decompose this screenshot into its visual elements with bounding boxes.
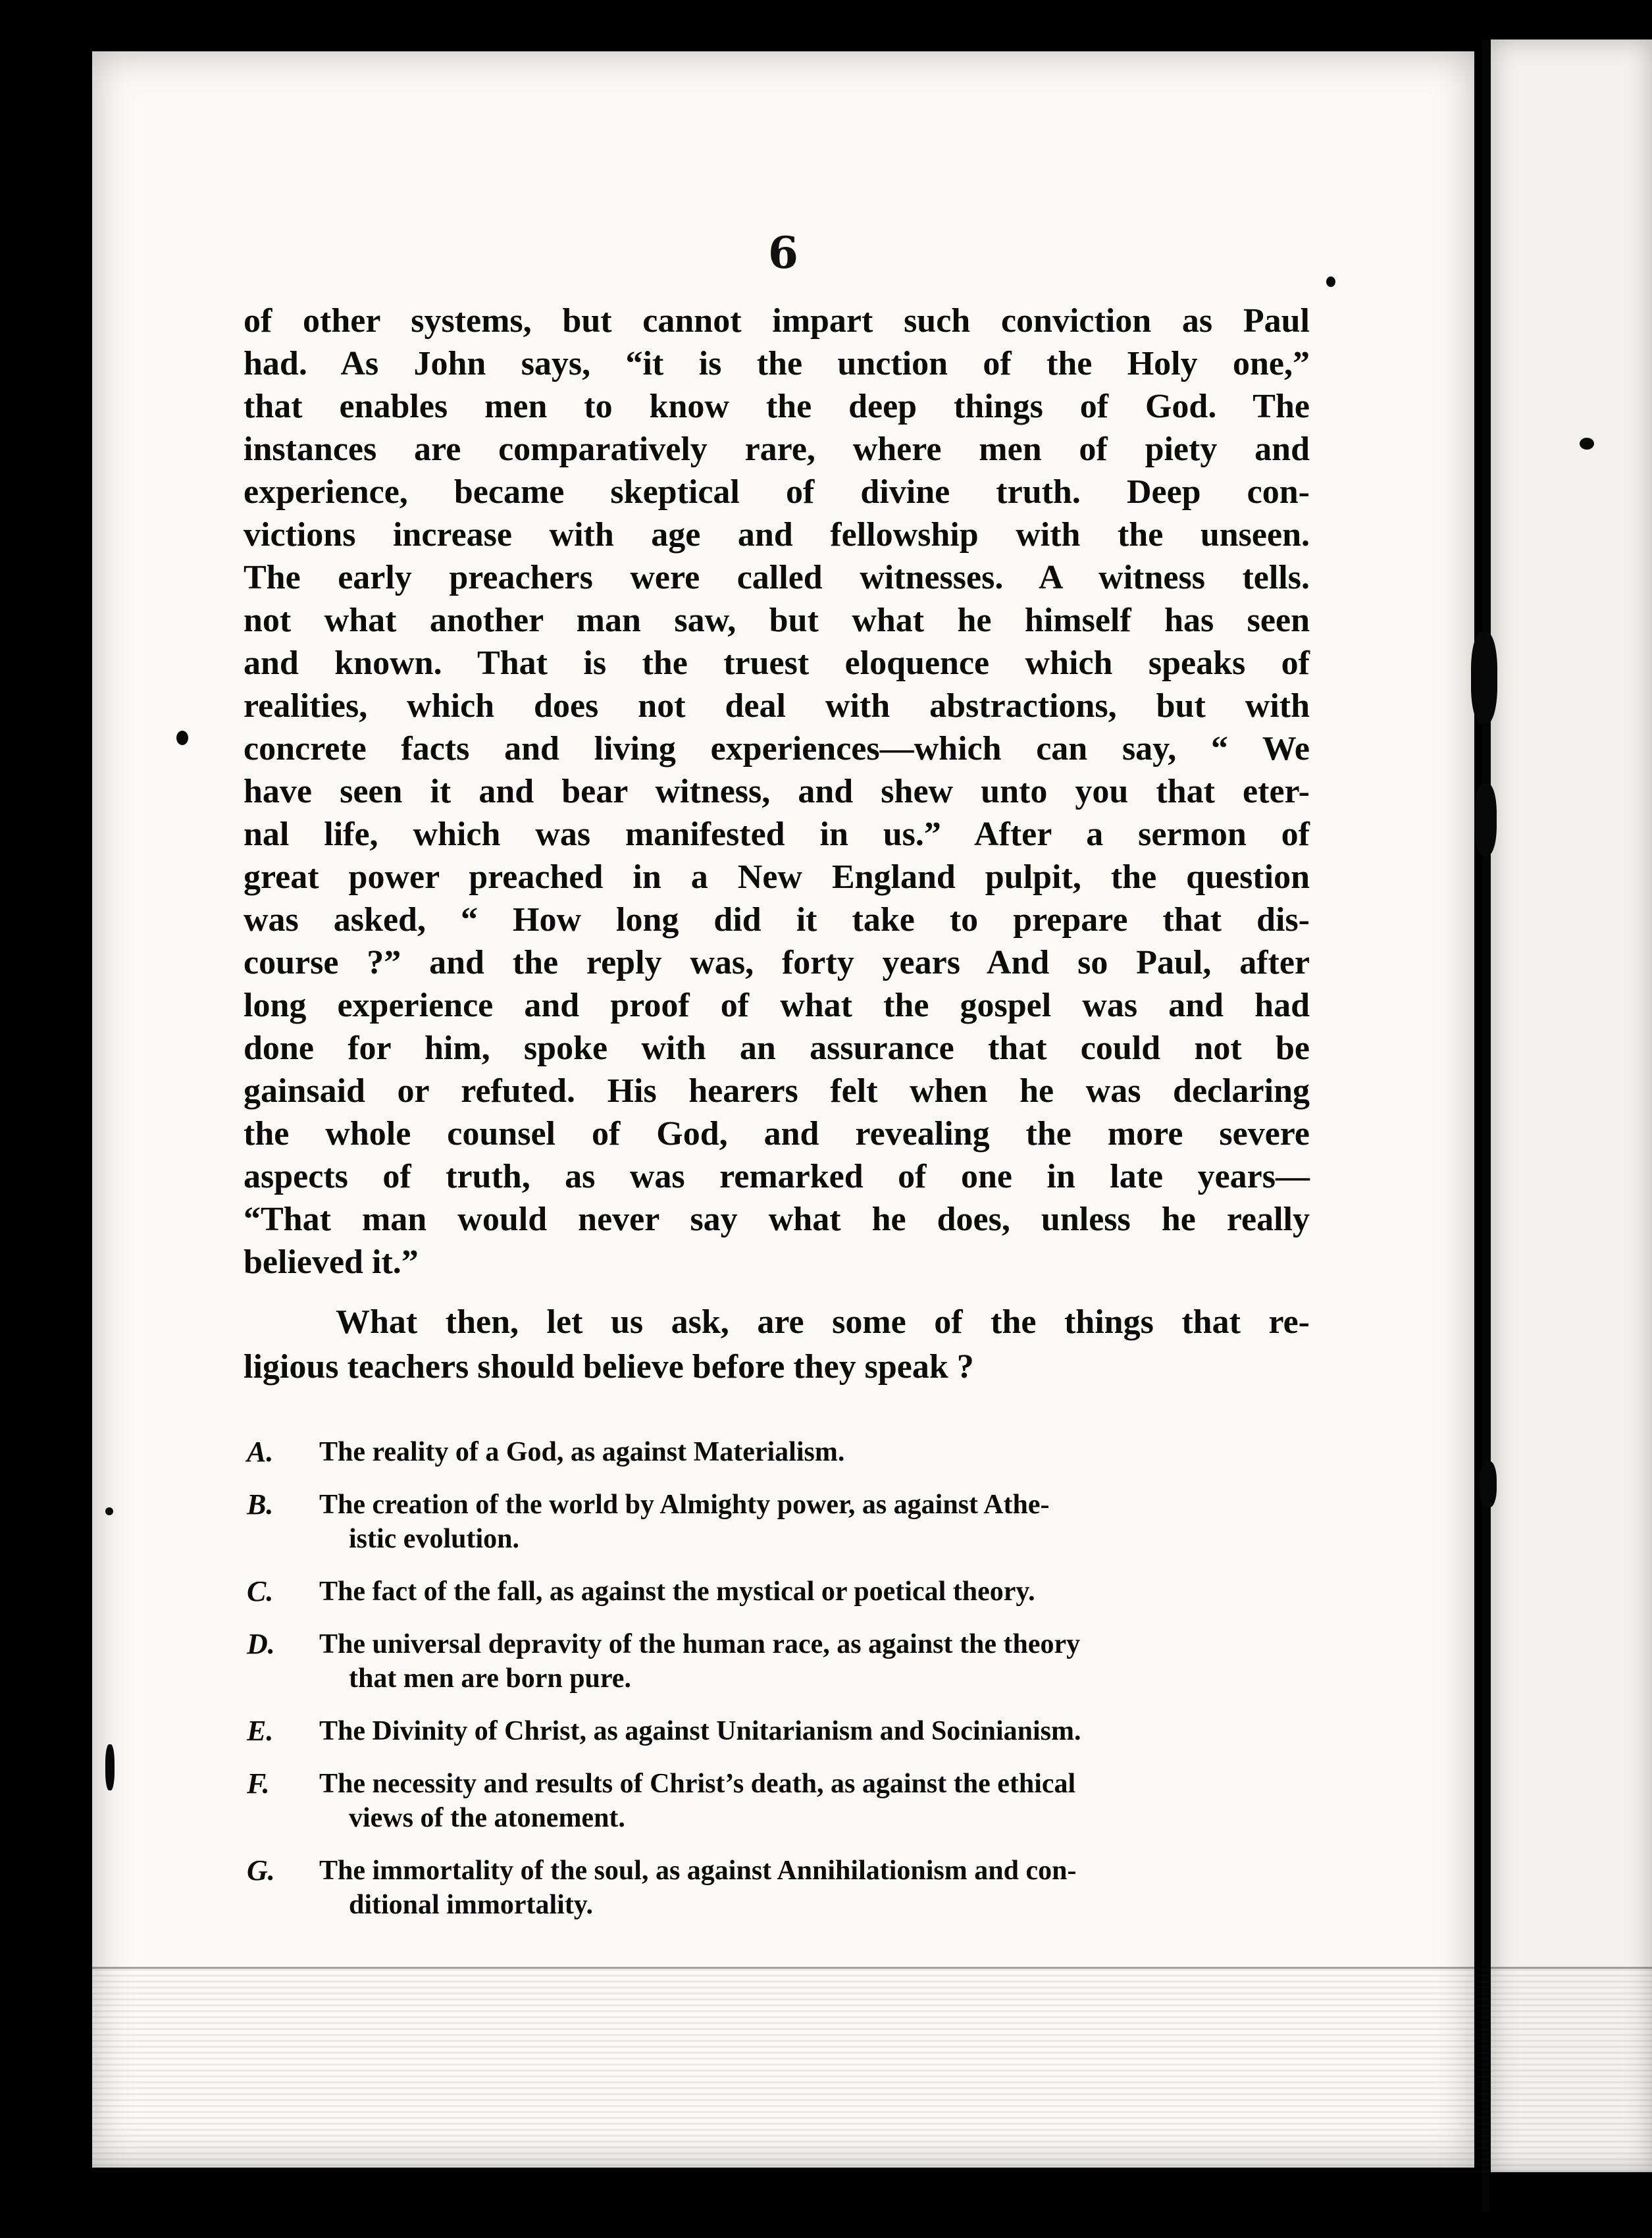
question-paragraph (244, 1300, 1310, 1390)
text-line: done for him, spoke with an assurance that could not be (244, 1029, 1310, 1067)
text-line: had. As John says, “it is the unction of the Holy one,” (244, 345, 1310, 382)
list-marker: B. (247, 1488, 274, 1521)
text-line: believed it.” (244, 1243, 419, 1281)
text-line: The creation of the world by Almighty power, as against Athe- (319, 1490, 1050, 1520)
text-line: not what another man saw, but what he himself has seen (244, 602, 1310, 639)
list-item-text (319, 1854, 1323, 1922)
list-item-text (319, 1767, 1323, 1835)
speck (176, 731, 188, 745)
margin-blot (1474, 783, 1497, 856)
text-line: the whole counsel of God, and revealing the more severe (244, 1115, 1310, 1153)
facing-page-edge (1491, 39, 1652, 2172)
text-line: of other systems, but cannot impart such conviction as Paul (244, 302, 1310, 340)
list-marker: C. (247, 1575, 274, 1607)
page-number: 6 (768, 227, 798, 278)
list-item-text (319, 1435, 1323, 1469)
margin-blot (1480, 1461, 1497, 1507)
text-line: The immortality of the soul, as against Annihilationism and con- (319, 1856, 1077, 1886)
body-paragraph (244, 299, 1310, 1284)
text-line: experience, became skeptical of divine truth. Deep con- (244, 473, 1310, 511)
text-line: and known. That is the truest eloquence which speaks of (244, 644, 1310, 682)
margin-blot (105, 1744, 115, 1790)
speck (1580, 438, 1594, 450)
text-line: nal life, which was manifested in us.” After a sermon of (244, 816, 1310, 853)
list-marker: E. (247, 1715, 274, 1747)
text-line: that men are born pure. (349, 1663, 631, 1694)
list-item (244, 1767, 1323, 1835)
text-line: views of the atonement. (349, 1803, 625, 1833)
list-item (244, 1574, 1323, 1609)
list-marker: D. (247, 1628, 275, 1660)
list-marker: G. (247, 1854, 275, 1887)
text-line: ditional immortality. (349, 1890, 593, 1920)
text-line: istic evolution. (349, 1524, 519, 1554)
list-item (244, 1854, 1323, 1922)
text-line: The reality of a God, as against Materialism. (319, 1437, 845, 1467)
list-item-text (319, 1574, 1323, 1609)
text-line: instances are comparatively rare, where men of piety and (244, 430, 1310, 468)
page-fold-line (1482, 39, 1489, 2212)
text-line: The fact of the fall, as against the mystical or poetical theory. (319, 1576, 1035, 1607)
text-line: The universal depravity of the human race, as against the theory (319, 1629, 1081, 1659)
speck (105, 1507, 113, 1515)
list-item (244, 1714, 1323, 1748)
list-item (244, 1435, 1323, 1469)
list-item-text (319, 1488, 1323, 1556)
list-marker: F. (247, 1767, 270, 1800)
text-line: aspects of truth, as was remarked of one in late years— (244, 1158, 1310, 1195)
list-item-text (319, 1714, 1323, 1748)
text-line: have seen it and bear witness, and shew unto you that eter- (244, 773, 1310, 810)
speck (1326, 276, 1335, 287)
text-line: ligious teachers should believe before they speak ? (244, 1348, 974, 1386)
list-marker: A. (247, 1436, 274, 1468)
text-line: was asked, “ How long did it take to prepare that dis- (244, 901, 1310, 939)
text-line: that enables men to know the deep things of God. The (244, 388, 1310, 425)
text-line: The necessity and results of Christ’s death, as against the ethical (319, 1769, 1076, 1799)
text-line: gainsaid or refuted. His hearers felt when he was declaring (244, 1072, 1310, 1110)
text-line: course ?” and the reply was, forty years And so Paul, after (244, 944, 1310, 981)
text-line: The early preachers were called witnesses. A witness tells. (244, 559, 1310, 596)
text-line: victions increase with age and fellowship with the unseen. (244, 516, 1310, 554)
text-line: “That man would never say what he does, unless he really (244, 1201, 1310, 1238)
text-line: What then, let us ask, are some of the things that re- (336, 1303, 1310, 1341)
margin-blot (1471, 632, 1497, 724)
text-line: The Divinity of Christ, as against Unitarianism and Socinianism. (319, 1716, 1081, 1746)
text-line: long experience and proof of what the gospel was and had (244, 987, 1310, 1024)
list-item-text (319, 1627, 1323, 1696)
list-item (244, 1627, 1323, 1696)
text-line: concrete facts and living experiences—which can say, “ We (244, 730, 1310, 768)
text-line: realities, which does not deal with abstractions, but with (244, 687, 1310, 725)
thesis-list (244, 1435, 1323, 1940)
list-item (244, 1488, 1323, 1556)
bottom-scan-noise (92, 1968, 1652, 2172)
text-line: great power preached in a New England pulpit, the question (244, 858, 1310, 896)
